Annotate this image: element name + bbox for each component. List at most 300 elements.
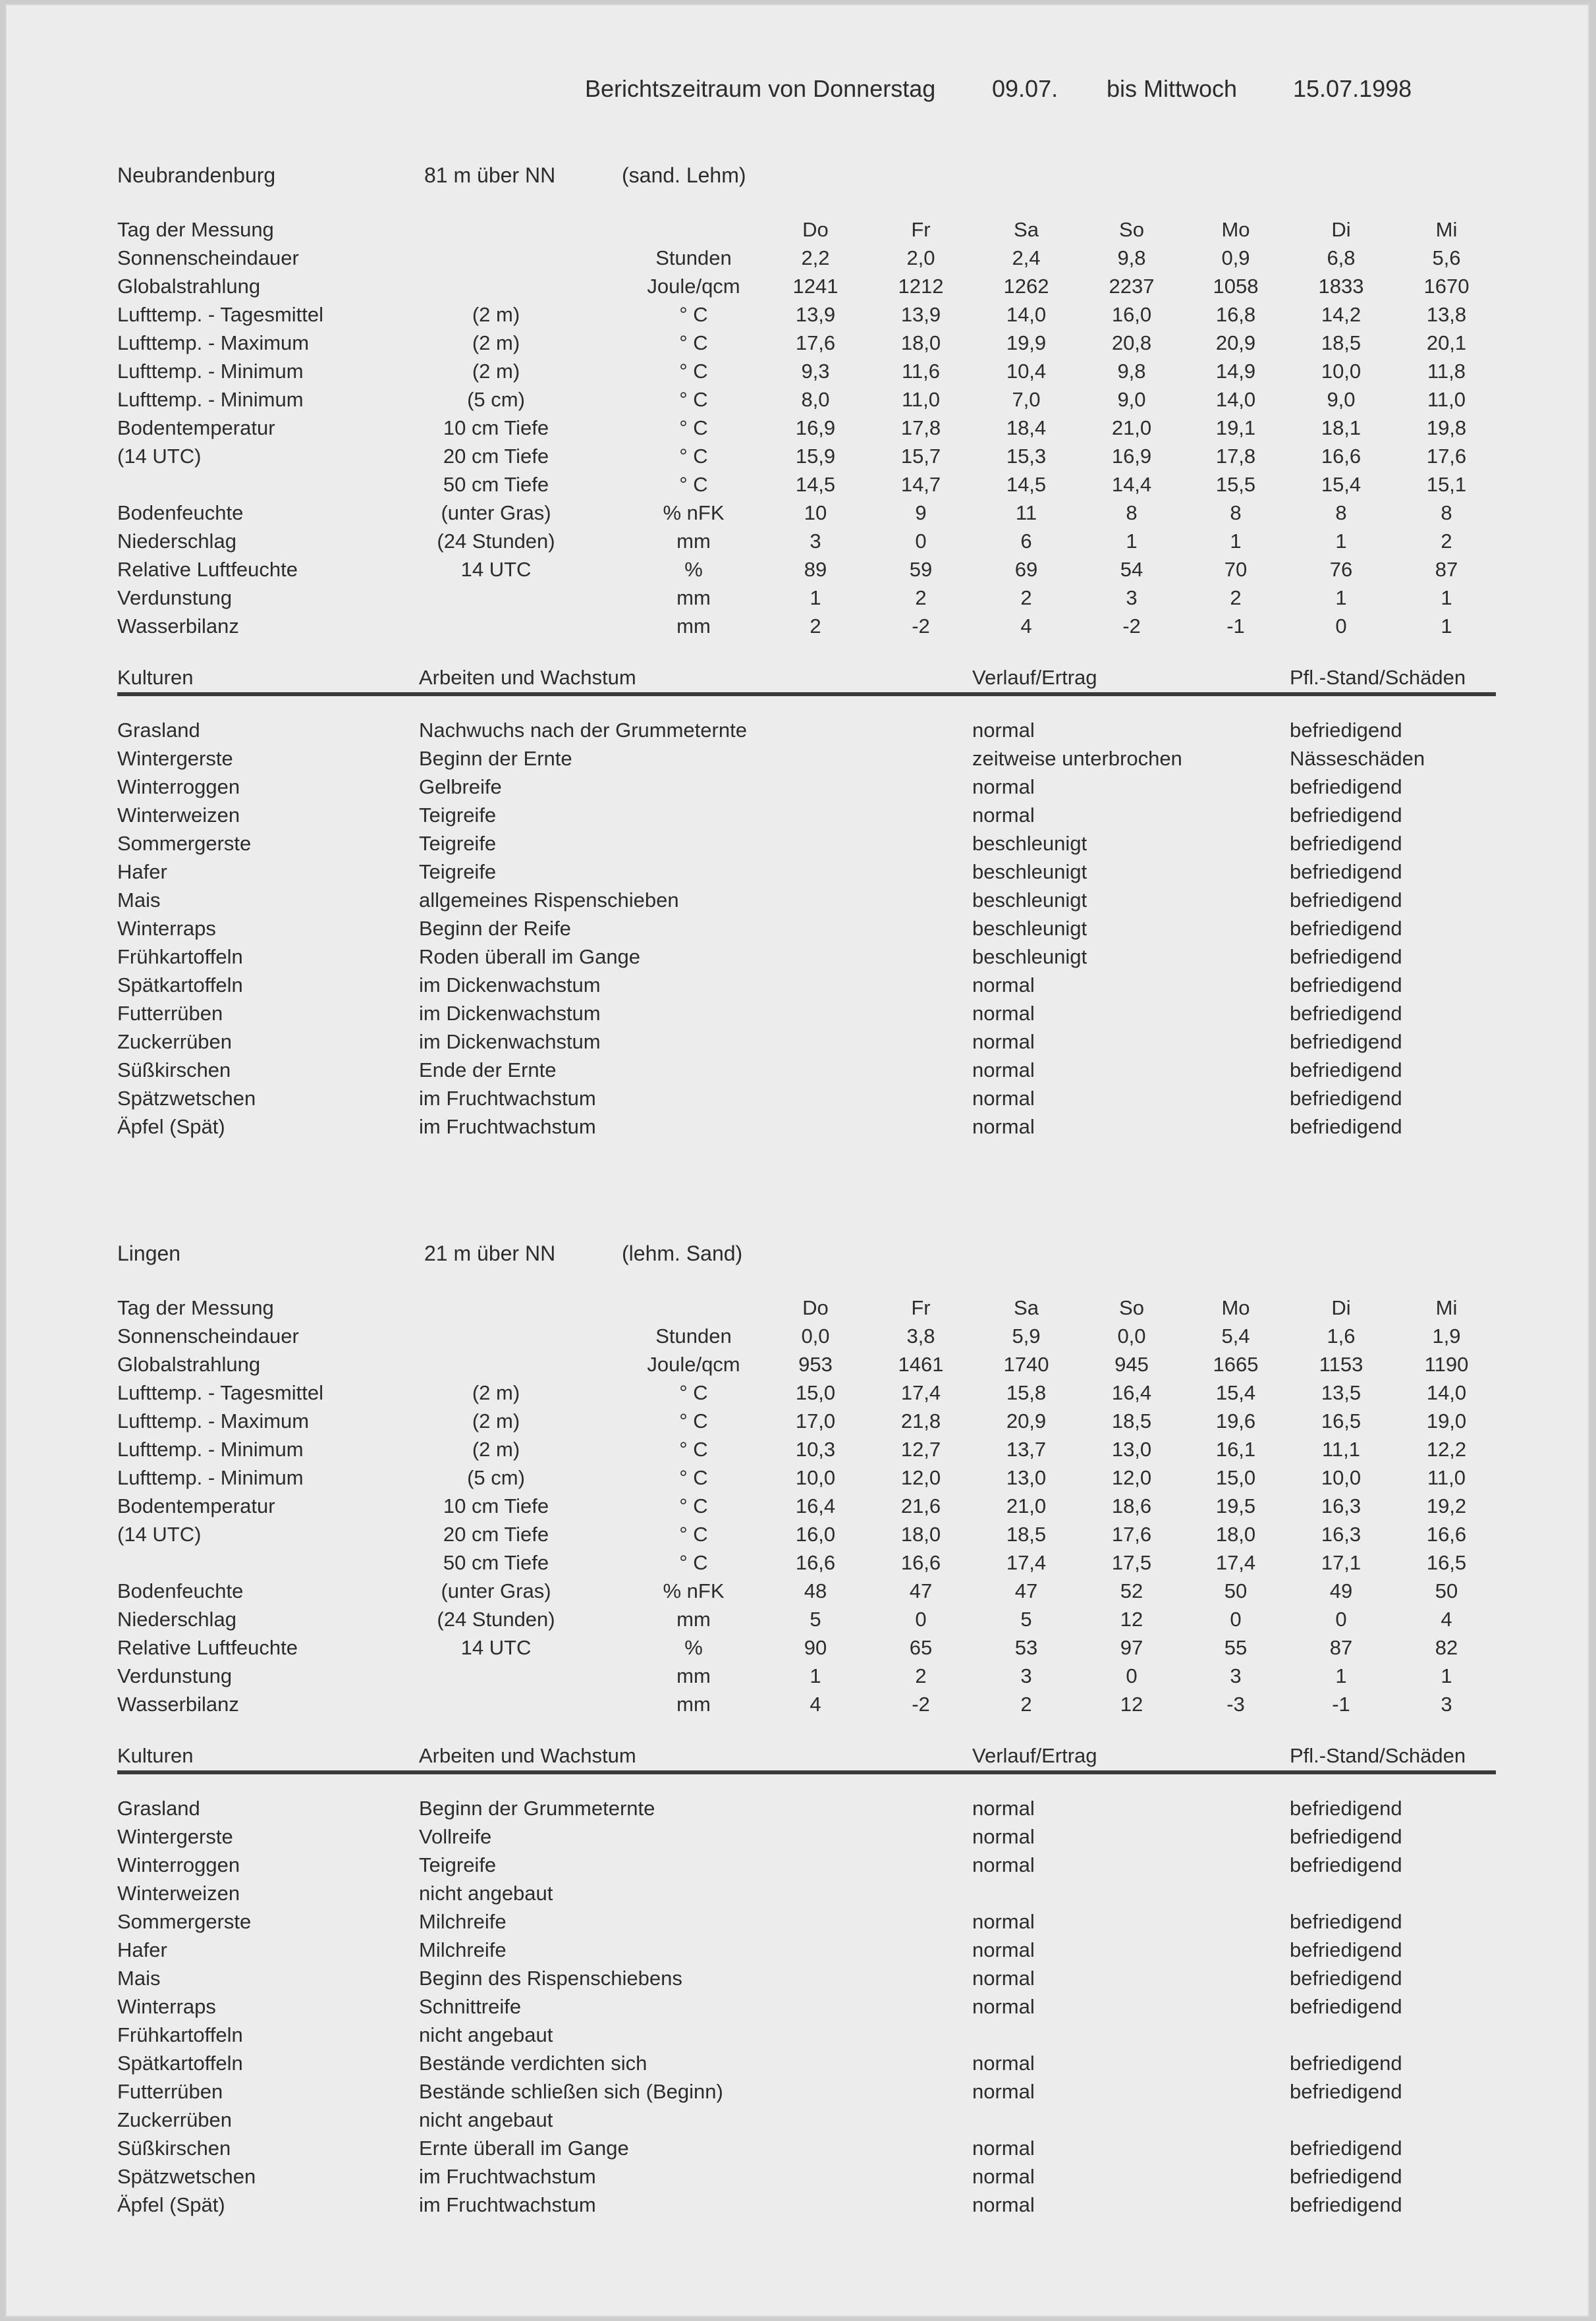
crop-activity: Teigreife <box>419 860 497 883</box>
measurement-value: 8 <box>1335 501 1347 524</box>
measurement-value: 10 <box>804 501 827 524</box>
measurement-value: 11,0 <box>1427 1466 1466 1489</box>
measurement-subtype: (2 m) <box>472 303 520 326</box>
measurement-value: 18,0 <box>900 331 941 354</box>
crop-row <box>5 773 1589 801</box>
from-date: 09.07. <box>992 75 1059 102</box>
crop-name: Winterweizen <box>117 1882 240 1905</box>
measurement-value: 1833 <box>1318 275 1364 298</box>
measurement-value: 18,4 <box>1006 416 1047 439</box>
crop-condition: befriedigend <box>1290 1002 1402 1025</box>
measurement-value: 13,7 <box>1006 1438 1047 1461</box>
measurement-unit: Stunden <box>655 1324 732 1348</box>
measurement-subtype: (5 cm) <box>467 388 525 411</box>
crop-row <box>5 2049 1589 2077</box>
measurement-value: 3 <box>810 530 821 553</box>
crop-name: Winterraps <box>117 917 216 940</box>
measurement-value: 14,0 <box>1426 1381 1467 1404</box>
crop-activity: im Dickenwachstum <box>419 973 601 997</box>
measurement-value: 49 <box>1329 1579 1353 1602</box>
crop-row <box>5 716 1589 744</box>
crop-activity: Roden überall im Gange <box>419 945 641 968</box>
measurement-value: 1665 <box>1213 1353 1259 1376</box>
crop-condition: befriedigend <box>1290 2193 1402 2216</box>
measurement-unit: ° C <box>679 388 708 411</box>
crop-name: Hafer <box>117 1938 167 1961</box>
measurement-row <box>5 1520 1589 1548</box>
measurement-unit: ° C <box>679 1438 708 1461</box>
crop-row <box>5 1056 1589 1084</box>
measurement-label: Lufttemp. - Minimum <box>117 1466 304 1489</box>
measurement-value: 4 <box>810 1693 821 1716</box>
crop-activity: Beginn der Grummeternte <box>419 1797 655 1820</box>
day-label: So <box>1119 1296 1144 1319</box>
measurement-unit: mm <box>676 1664 711 1687</box>
measurement-label: Relative Luftfeuchte <box>117 1636 298 1659</box>
measurement-value: 82 <box>1435 1636 1458 1659</box>
measurement-label: Bodentemperatur <box>117 416 275 439</box>
measurement-row <box>5 385 1589 414</box>
measurement-label: Verdunstung <box>117 1664 233 1687</box>
crop-condition: befriedigend <box>1290 2052 1402 2075</box>
measurement-value: 18,0 <box>900 1523 941 1546</box>
crop-name: Äpfel (Spät) <box>117 1115 225 1138</box>
measurement-label: Relative Luftfeuchte <box>117 558 298 581</box>
measurement-value: 20,8 <box>1111 331 1152 354</box>
measurement-value: -2 <box>1122 614 1141 638</box>
measurement-value: 15,9 <box>795 445 836 468</box>
crop-condition: befriedigend <box>1290 1910 1402 1933</box>
measurement-unit: % <box>684 1636 703 1659</box>
crop-name: Frühkartoffeln <box>117 2023 243 2046</box>
crop-row <box>5 1964 1589 1992</box>
measurement-value: 5 <box>1020 1608 1032 1631</box>
measurement-value: 47 <box>909 1579 933 1602</box>
crop-activity: Beginn der Reife <box>419 917 571 940</box>
measurement-value: 55 <box>1224 1636 1248 1659</box>
measurement-row <box>5 300 1589 329</box>
crop-progress: normal <box>972 804 1035 827</box>
measurement-value: 12,0 <box>900 1466 941 1489</box>
day-label: Mi <box>1435 1296 1458 1319</box>
measurement-subtype: 50 cm Tiefe <box>443 473 549 496</box>
measurement-value: 18,6 <box>1111 1494 1152 1517</box>
crop-name: Hafer <box>117 860 167 883</box>
crop-progress: normal <box>972 1825 1035 1848</box>
crop-name: Spätkartoffeln <box>117 2052 243 2075</box>
crop-row <box>5 2162 1589 2191</box>
measurement-row <box>5 1690 1589 1718</box>
measurement-value: 0,0 <box>1117 1324 1146 1348</box>
crop-row <box>5 1851 1589 1879</box>
crop-activity: Bestände verdichten sich <box>419 2052 647 2075</box>
measurement-value: 3 <box>1441 1693 1452 1716</box>
to-label: bis Mittwoch <box>1107 75 1238 102</box>
crop-activity: Teigreife <box>419 832 497 855</box>
crop-condition: befriedigend <box>1290 1058 1402 1081</box>
crop-column-header: Verlauf/Ertrag <box>972 1744 1097 1767</box>
measurement-value: 1153 <box>1319 1353 1363 1376</box>
measurement-value: 17,8 <box>1215 445 1256 468</box>
measurement-value: 2237 <box>1109 275 1155 298</box>
measurement-value: 53 <box>1014 1636 1038 1659</box>
measurement-value: 2 <box>1230 586 1242 609</box>
crop-row <box>5 744 1589 773</box>
measurement-value: 1,9 <box>1432 1324 1461 1348</box>
measurement-value: 19,9 <box>1006 331 1047 354</box>
measurement-value: 13,0 <box>1111 1438 1152 1461</box>
measurement-value: 19,1 <box>1215 416 1256 439</box>
measurement-value: 15,5 <box>1215 473 1256 496</box>
measurement-unit: ° C <box>679 1523 708 1546</box>
measurement-value: 76 <box>1329 558 1353 581</box>
crop-row <box>5 1992 1589 2021</box>
crop-progress: normal <box>972 1115 1035 1138</box>
measurement-value: 48 <box>804 1579 827 1602</box>
crop-name: Wintergerste <box>117 747 233 770</box>
measurement-row <box>5 1435 1589 1463</box>
crop-condition: befriedigend <box>1290 1938 1402 1961</box>
measurement-value: 18,5 <box>1006 1523 1047 1546</box>
measurement-value: 59 <box>909 558 933 581</box>
measurement-value: 2 <box>1020 586 1032 609</box>
measurement-value: 13,9 <box>900 303 941 326</box>
crop-row <box>5 1794 1589 1822</box>
crop-header-rule <box>117 1770 1496 1774</box>
measurement-label: Niederschlag <box>117 1608 236 1631</box>
crop-condition: befriedigend <box>1290 804 1402 827</box>
measurement-value: 16,3 <box>1321 1494 1362 1517</box>
crop-name: Süßkirschen <box>117 2137 231 2160</box>
crop-row <box>5 914 1589 942</box>
measurement-value: 12,0 <box>1111 1466 1152 1489</box>
crop-condition: befriedigend <box>1290 888 1402 912</box>
measurement-value: 0 <box>1335 1608 1347 1631</box>
crop-name: Winterroggen <box>117 1853 240 1876</box>
measurement-value: 945 <box>1114 1353 1149 1376</box>
crop-condition: befriedigend <box>1290 1825 1402 1848</box>
measurement-unit: ° C <box>679 445 708 468</box>
crop-header-rule <box>117 692 1496 696</box>
measurement-value: 17,8 <box>900 416 941 439</box>
measurement-value: 17,0 <box>795 1409 836 1433</box>
measurement-subtype: (2 m) <box>472 360 520 383</box>
crop-activity: Schnittreife <box>419 1995 522 2018</box>
measurement-value: 11,6 <box>901 360 941 383</box>
measurement-unit: Joule/qcm <box>647 1353 740 1376</box>
measurement-value: 17,4 <box>900 1381 941 1404</box>
crop-progress: normal <box>972 2193 1035 2216</box>
measurement-value: 50 <box>1435 1579 1458 1602</box>
crop-column-header: Kulturen <box>117 666 194 689</box>
measurement-value: 13,8 <box>1426 303 1467 326</box>
crop-progress: normal <box>972 1938 1035 1961</box>
measurement-value: 10,0 <box>795 1466 836 1489</box>
crop-condition: befriedigend <box>1290 2080 1402 2103</box>
crop-table-header <box>5 663 1589 692</box>
measurement-label: Lufttemp. - Tagesmittel <box>117 303 324 326</box>
measurement-row <box>5 527 1589 555</box>
crop-activity: Teigreife <box>419 1853 497 1876</box>
measurement-value: 16,0 <box>795 1523 836 1546</box>
measurement-value: 13,0 <box>1006 1466 1047 1489</box>
day-header-row <box>5 1294 1589 1322</box>
measurement-value: 11,8 <box>1427 360 1466 383</box>
measurement-value: 7,0 <box>1012 388 1041 411</box>
measurement-value: 18,5 <box>1111 1409 1152 1433</box>
crop-name: Winterraps <box>117 1995 216 2018</box>
measurement-value: 3 <box>1230 1664 1242 1687</box>
crop-row <box>5 829 1589 858</box>
measurement-value: 16,9 <box>795 416 836 439</box>
measurement-value: 6,8 <box>1327 246 1356 269</box>
measurement-unit: ° C <box>679 1551 708 1574</box>
crop-table-header <box>5 1741 1589 1770</box>
crop-row <box>5 2077 1589 2106</box>
measurement-value: 50 <box>1224 1579 1248 1602</box>
measurement-row <box>5 584 1589 612</box>
crop-condition: befriedigend <box>1290 973 1402 997</box>
measurement-value: 14,5 <box>1006 473 1047 496</box>
measurement-unit: mm <box>676 614 711 638</box>
measurement-value: 0 <box>1335 614 1347 638</box>
crop-activity: nicht angebaut <box>419 2108 553 2131</box>
measurement-value: 15,3 <box>1006 445 1047 468</box>
measurement-value: 1 <box>1126 530 1138 553</box>
measurement-value: 21,0 <box>1006 1494 1047 1517</box>
crop-progress: beschleunigt <box>972 945 1087 968</box>
measurement-unit: ° C <box>679 303 708 326</box>
crop-row <box>5 1822 1589 1851</box>
measurement-subtype: 20 cm Tiefe <box>443 445 549 468</box>
measurement-value: 19,5 <box>1215 1494 1256 1517</box>
crop-progress: normal <box>972 2137 1035 2160</box>
crop-activity: Beginn des Rispenschiebens <box>419 1967 682 1990</box>
measurement-subtype: 50 cm Tiefe <box>443 1551 549 1574</box>
crop-progress: normal <box>972 719 1035 742</box>
crop-name: Sommergerste <box>117 1910 252 1933</box>
measurement-value: -2 <box>912 614 930 638</box>
period-label: Berichtszeitraum von Donnerstag <box>585 75 936 102</box>
crop-row <box>5 942 1589 971</box>
crop-progress: normal <box>972 2080 1035 2103</box>
measurement-subtype: (2 m) <box>472 331 520 354</box>
measurement-value: 16,6 <box>1426 1523 1467 1546</box>
measurement-value: 1 <box>1335 530 1347 553</box>
day-label: Di <box>1331 218 1351 241</box>
measurement-label: Globalstrahlung <box>117 275 261 298</box>
crop-activity: im Dickenwachstum <box>419 1002 601 1025</box>
to-date: 15.07.1998 <box>1293 75 1412 102</box>
crop-progress: beschleunigt <box>972 832 1087 855</box>
measurement-label: Bodentemperatur <box>117 1494 275 1517</box>
measurement-value: 19,2 <box>1426 1494 1467 1517</box>
measurement-value: 21,6 <box>900 1494 941 1517</box>
measurement-value: 17,4 <box>1215 1551 1256 1574</box>
measurement-value: 0 <box>1230 1608 1242 1631</box>
measurement-value: 1190 <box>1424 1353 1469 1376</box>
station-elevation: 21 m über NN <box>424 1242 556 1265</box>
crop-activity: im Fruchtwachstum <box>419 1115 596 1138</box>
measurement-value: 16,1 <box>1215 1438 1256 1461</box>
measurement-subtype: (24 Stunden) <box>437 1608 555 1631</box>
measurement-value: 14,2 <box>1321 303 1362 326</box>
crop-activity: Bestände schließen sich (Beginn) <box>419 2080 723 2103</box>
measurement-value: 1058 <box>1213 275 1259 298</box>
crop-activity: Milchreife <box>419 1910 507 1933</box>
crop-name: Zuckerrüben <box>117 1030 233 1053</box>
crop-progress: normal <box>972 1030 1035 1053</box>
measurement-value: 9,0 <box>1117 388 1146 411</box>
crop-activity: Beginn der Ernte <box>419 747 572 770</box>
crop-name: Äpfel (Spät) <box>117 2193 225 2216</box>
measurement-value: 16,5 <box>1426 1551 1467 1574</box>
station-elevation: 81 m über NN <box>424 163 556 187</box>
measurement-value: 16,5 <box>1321 1409 1362 1433</box>
measurement-value: 90 <box>804 1636 827 1659</box>
measurement-value: 11 <box>1015 501 1037 524</box>
crop-progress: normal <box>972 1995 1035 2018</box>
measurement-value: 17,1 <box>1321 1551 1362 1574</box>
station-soil: (lehm. Sand) <box>622 1242 743 1265</box>
station-soil: (sand. Lehm) <box>622 163 746 187</box>
measurement-value: 69 <box>1014 558 1038 581</box>
measurement-value: 18,0 <box>1215 1523 1256 1546</box>
measurement-value: 2 <box>1441 530 1452 553</box>
measurement-unit: mm <box>676 586 711 609</box>
measurement-unit: ° C <box>679 473 708 496</box>
measurement-unit: % <box>684 558 703 581</box>
crop-progress: normal <box>972 1853 1035 1876</box>
measurement-value: 8 <box>1230 501 1242 524</box>
crop-column-header: Verlauf/Ertrag <box>972 666 1097 689</box>
measurement-row <box>5 442 1589 470</box>
measurement-value: -1 <box>1226 614 1245 638</box>
crop-row <box>5 2134 1589 2162</box>
measurement-row <box>5 357 1589 385</box>
measurement-value: 97 <box>1120 1636 1143 1659</box>
measurement-value: 20,9 <box>1006 1409 1047 1433</box>
measurement-value: 15,8 <box>1006 1381 1047 1404</box>
measurement-value: 15,1 <box>1426 473 1467 496</box>
measurement-value: 87 <box>1435 558 1458 581</box>
measurement-value: 1 <box>810 586 821 609</box>
measurement-value: 11,1 <box>1321 1438 1361 1461</box>
measurement-value: 15,7 <box>900 445 941 468</box>
measurement-value: 4 <box>1020 614 1032 638</box>
measurement-value: 1241 <box>792 275 839 298</box>
crop-progress: normal <box>972 775 1035 798</box>
day-label: So <box>1119 218 1144 241</box>
measurement-label: Lufttemp. - Tagesmittel <box>117 1381 324 1404</box>
measurement-unit: Joule/qcm <box>647 275 740 298</box>
crop-name: Futterrüben <box>117 1002 223 1025</box>
measurement-value: 89 <box>804 558 827 581</box>
measurement-value: 2 <box>915 1664 927 1687</box>
crop-row <box>5 2021 1589 2049</box>
crop-activity: nicht angebaut <box>419 1882 553 1905</box>
crop-progress: normal <box>972 2165 1035 2188</box>
measurement-value: 1461 <box>898 1353 944 1376</box>
measurement-value: 11,0 <box>1427 388 1466 411</box>
day-label: Fr <box>911 218 931 241</box>
measurement-value: 16,9 <box>1111 445 1152 468</box>
crop-row <box>5 1112 1589 1141</box>
day-label: Do <box>802 218 829 241</box>
crop-progress: normal <box>972 1967 1035 1990</box>
crop-column-header: Arbeiten und Wachstum <box>419 666 636 689</box>
measurement-value: 1740 <box>1003 1353 1049 1376</box>
day-header-row <box>5 215 1589 244</box>
measurement-value: 2 <box>915 586 927 609</box>
measurement-value: -2 <box>912 1693 930 1716</box>
crop-progress: normal <box>972 1058 1035 1081</box>
report-page <box>5 4 1589 2317</box>
measurement-label: Wasserbilanz <box>117 1693 239 1716</box>
measurement-value: 0 <box>915 1608 927 1631</box>
measurement-row <box>5 1577 1589 1605</box>
crop-progress: beschleunigt <box>972 860 1087 883</box>
crop-condition: befriedigend <box>1290 1087 1402 1110</box>
measurement-label: Lufttemp. - Minimum <box>117 388 304 411</box>
crop-name: Mais <box>117 1967 161 1990</box>
measurement-value: 2 <box>810 614 821 638</box>
measurement-label: Lufttemp. - Minimum <box>117 1438 304 1461</box>
crop-condition: befriedigend <box>1290 1030 1402 1053</box>
measurement-row <box>5 1548 1589 1577</box>
measurement-value: 10,0 <box>1321 360 1362 383</box>
station-name: Lingen <box>117 1242 181 1265</box>
crop-name: Grasland <box>117 719 200 742</box>
crop-condition: befriedigend <box>1290 1995 1402 2018</box>
measurement-value: 4 <box>1441 1608 1452 1631</box>
measurement-value: 14,9 <box>1215 360 1256 383</box>
crop-progress: normal <box>972 1002 1035 1025</box>
measurement-value: 12,2 <box>1426 1438 1467 1461</box>
crop-row <box>5 1936 1589 1964</box>
measurement-label: (14 UTC) <box>117 1523 202 1546</box>
measurement-unit: % nFK <box>663 1579 725 1602</box>
measurement-value: -3 <box>1226 1693 1245 1716</box>
measurement-value: 15,4 <box>1215 1381 1256 1404</box>
measurement-label: Bodenfeuchte <box>117 1579 244 1602</box>
measurement-value: 16,4 <box>1111 1381 1152 1404</box>
measurement-value: 1262 <box>1003 275 1049 298</box>
crop-column-header: Arbeiten und Wachstum <box>419 1744 636 1767</box>
measurement-value: 16,0 <box>1111 303 1152 326</box>
crop-progress: normal <box>972 1797 1035 1820</box>
report-period-header <box>585 72 935 105</box>
crop-column-header: Kulturen <box>117 1744 194 1767</box>
crop-name: Mais <box>117 888 161 912</box>
crop-activity: Milchreife <box>419 1938 507 1961</box>
measurement-value: 16,6 <box>795 1551 836 1574</box>
measurement-value: 16,4 <box>795 1494 836 1517</box>
measurement-value: 14,0 <box>1215 388 1256 411</box>
measurement-value: 1670 <box>1423 275 1470 298</box>
measurement-value: 0,9 <box>1221 246 1250 269</box>
crop-condition: befriedigend <box>1290 1115 1402 1138</box>
day-label: Mo <box>1221 1296 1250 1319</box>
crop-name: Süßkirschen <box>117 1058 231 1081</box>
measurement-value: 17,6 <box>795 331 836 354</box>
measurement-value: 2 <box>1020 1693 1032 1716</box>
measurement-value: 9,8 <box>1117 246 1146 269</box>
crop-condition: befriedigend <box>1290 1853 1402 1876</box>
measurement-value: 12,7 <box>900 1438 941 1461</box>
crop-row <box>5 801 1589 829</box>
measurement-value: 12 <box>1120 1608 1143 1631</box>
